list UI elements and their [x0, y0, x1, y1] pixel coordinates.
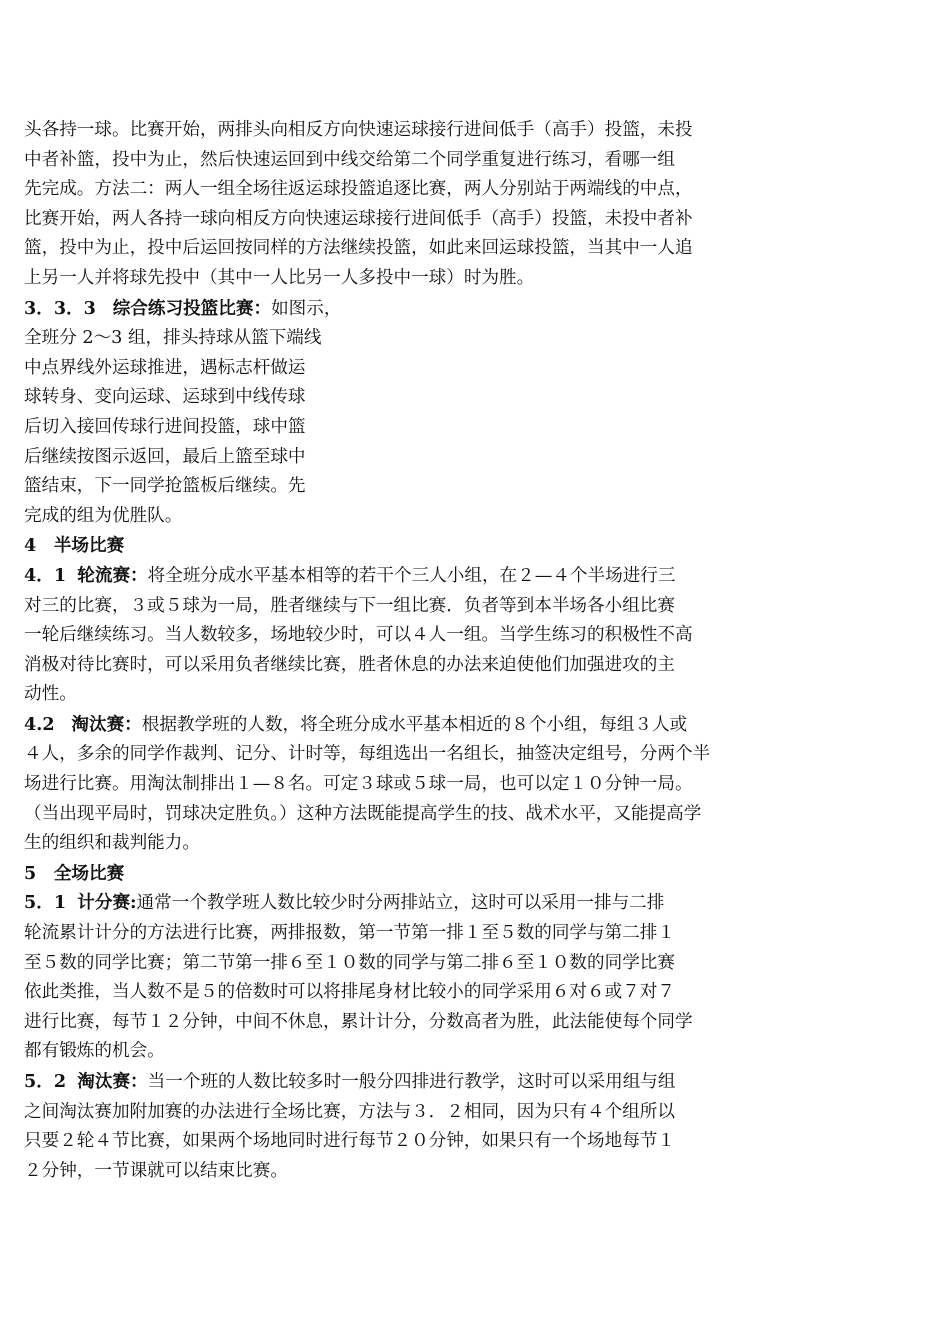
text-line: 先完成。方法二：两人一组全场往返运球投篮追逐比赛，两人分别站于两端线的中点，	[24, 179, 693, 200]
text-line: 依此类推，当人数不是５的倍数时可以将排尾身材比较小的同学采用６对６或７对７	[24, 982, 675, 1003]
section-title: 淘汰赛：	[71, 713, 142, 735]
text-line: 进行比赛，每节１２分钟，中间不休息，累计计分，分数高者为胜，此法能使每个同学	[24, 1011, 693, 1032]
section-heading-line	[24, 561, 732, 592]
text-line: 只要２轮４节比赛，如果两个场地同时进行每节２０分钟，如果只有一个场地每节１	[24, 1131, 675, 1152]
text-line: （当出现平局时，罚球决定胜负。）这种方法既能提高学生的技、战术水平，又能提高学	[24, 803, 702, 824]
text-line: 都有锻炼的机会。	[24, 1041, 165, 1062]
text-line: 生的组织和裁判能力。	[24, 833, 200, 854]
section-heading-line	[24, 1067, 732, 1098]
text-line: 至５数的同学比赛；第二节第一排６至１０数的同学与第二排６至１０数的同学比赛	[24, 952, 675, 973]
section-3-3-3	[24, 294, 732, 532]
section-title: 淘汰赛：	[77, 1071, 148, 1092]
text-line: 中者补篮，投中为止，然后快速运回到中线交给第二个同学重复进行练习，看哪一组	[24, 149, 675, 170]
section-heading-line	[24, 294, 732, 325]
text-line: 全班分 2～3 组，排头持球从篮下端线	[24, 328, 322, 349]
section-title: 轮流赛：	[77, 564, 148, 586]
section-title: 计分赛:	[77, 892, 137, 914]
text-line: 篮结束，下一同学抢篮板后继续。先	[24, 476, 306, 497]
section-4-heading: 4 半场比赛	[24, 535, 125, 557]
text-line: 篮，投中为止，投中后运回按同样的方法继续投篮，如此来回运球投篮，当其中一人追	[24, 238, 693, 259]
section-text: 当一个班的人数比较多时一般分四排进行教学，这时可以采用组与组	[147, 1072, 676, 1092]
text-line: 完成的组为优胜队。	[24, 505, 183, 526]
text-line: 中点界线外运球推进，遇标志杆做运	[24, 357, 306, 378]
section-4-1	[24, 561, 732, 710]
text-line: 场进行比赛。用淘汰制排出１—８名。可定３球或５球一局，也可以定１０分钟一局。	[24, 774, 693, 795]
text-line: ２分钟，一节课就可以结束比赛。	[24, 1160, 288, 1181]
section-text: 如图示，	[271, 298, 342, 319]
section-5-heading: 5 全场比赛	[24, 862, 125, 884]
text-line: 对三的比赛，３或５球为一局，胜者继续与下一组比赛．负者等到本半场各小组比赛	[24, 595, 675, 616]
intro-paragraph	[24, 116, 732, 294]
section-4-2	[24, 710, 732, 859]
section-5-2	[24, 1067, 732, 1186]
text-line: 轮流累计计分的方法进行比赛，两排报数，第一节第一排１至５数的同学与第二排１	[24, 923, 675, 944]
section-heading-line	[24, 888, 732, 919]
text-line: 上另一人并将球先投中（其中一人比另一人多投中一球）时为胜。	[24, 267, 535, 288]
section-heading-line	[24, 710, 732, 741]
text-line: 消极对待比赛时，可以采用负者继续比赛，胜者休息的办法来迫使他们加强进攻的主	[24, 654, 675, 675]
document-page	[24, 116, 732, 1186]
section-number: 4.2	[24, 713, 55, 735]
section-text: 根据教学班的人数，将全班分成水平基本相近的８个小组，每组３人或	[141, 714, 688, 735]
text-line: 一轮后继续练习。当人数较多，场地较少时，可以４人一组。当学生练习的积极性不高	[24, 625, 693, 646]
section-title: 综合练习投篮比赛：	[112, 297, 272, 319]
text-line: 球转身、变向运球、运球到中线传球	[24, 387, 306, 408]
section-text: 通常一个教学班人数比较少时分两排站立，这时可以采用一排与二排	[136, 893, 665, 914]
text-line: 头各持一球。比赛开始，两排头向相反方向快速运球接行进间低手（高手）投篮，未投	[24, 120, 693, 140]
text-line: 后继续按图示返回，最后上篮至球中	[24, 446, 306, 467]
section-5-1	[24, 888, 732, 1067]
section-number: 5．2	[24, 1071, 67, 1092]
section-number: 5．1	[24, 892, 67, 914]
section-text: 将全班分成水平基本相等的若干个三人小组，在２—４个半场进行三	[147, 565, 676, 586]
text-line: 比赛开始，两人各持一球向相反方向快速运球接行进间低手（高手）投篮，未投中者补	[24, 208, 693, 229]
text-line: 之间淘汰赛加附加赛的办法进行全场比赛，方法与３．２相同，因为只有４个组所以	[24, 1101, 675, 1122]
text-line: ４人，多余的同学作裁判、记分、计时等，每组选出一名组长，抽签决定组号，分两个半	[24, 744, 711, 765]
section-number: 3．3．3	[24, 297, 96, 319]
text-line: 后切入接回传球行进间投篮，球中篮	[24, 416, 306, 437]
text-line: 动性。	[24, 684, 77, 705]
section-number: 4．1	[24, 564, 67, 586]
